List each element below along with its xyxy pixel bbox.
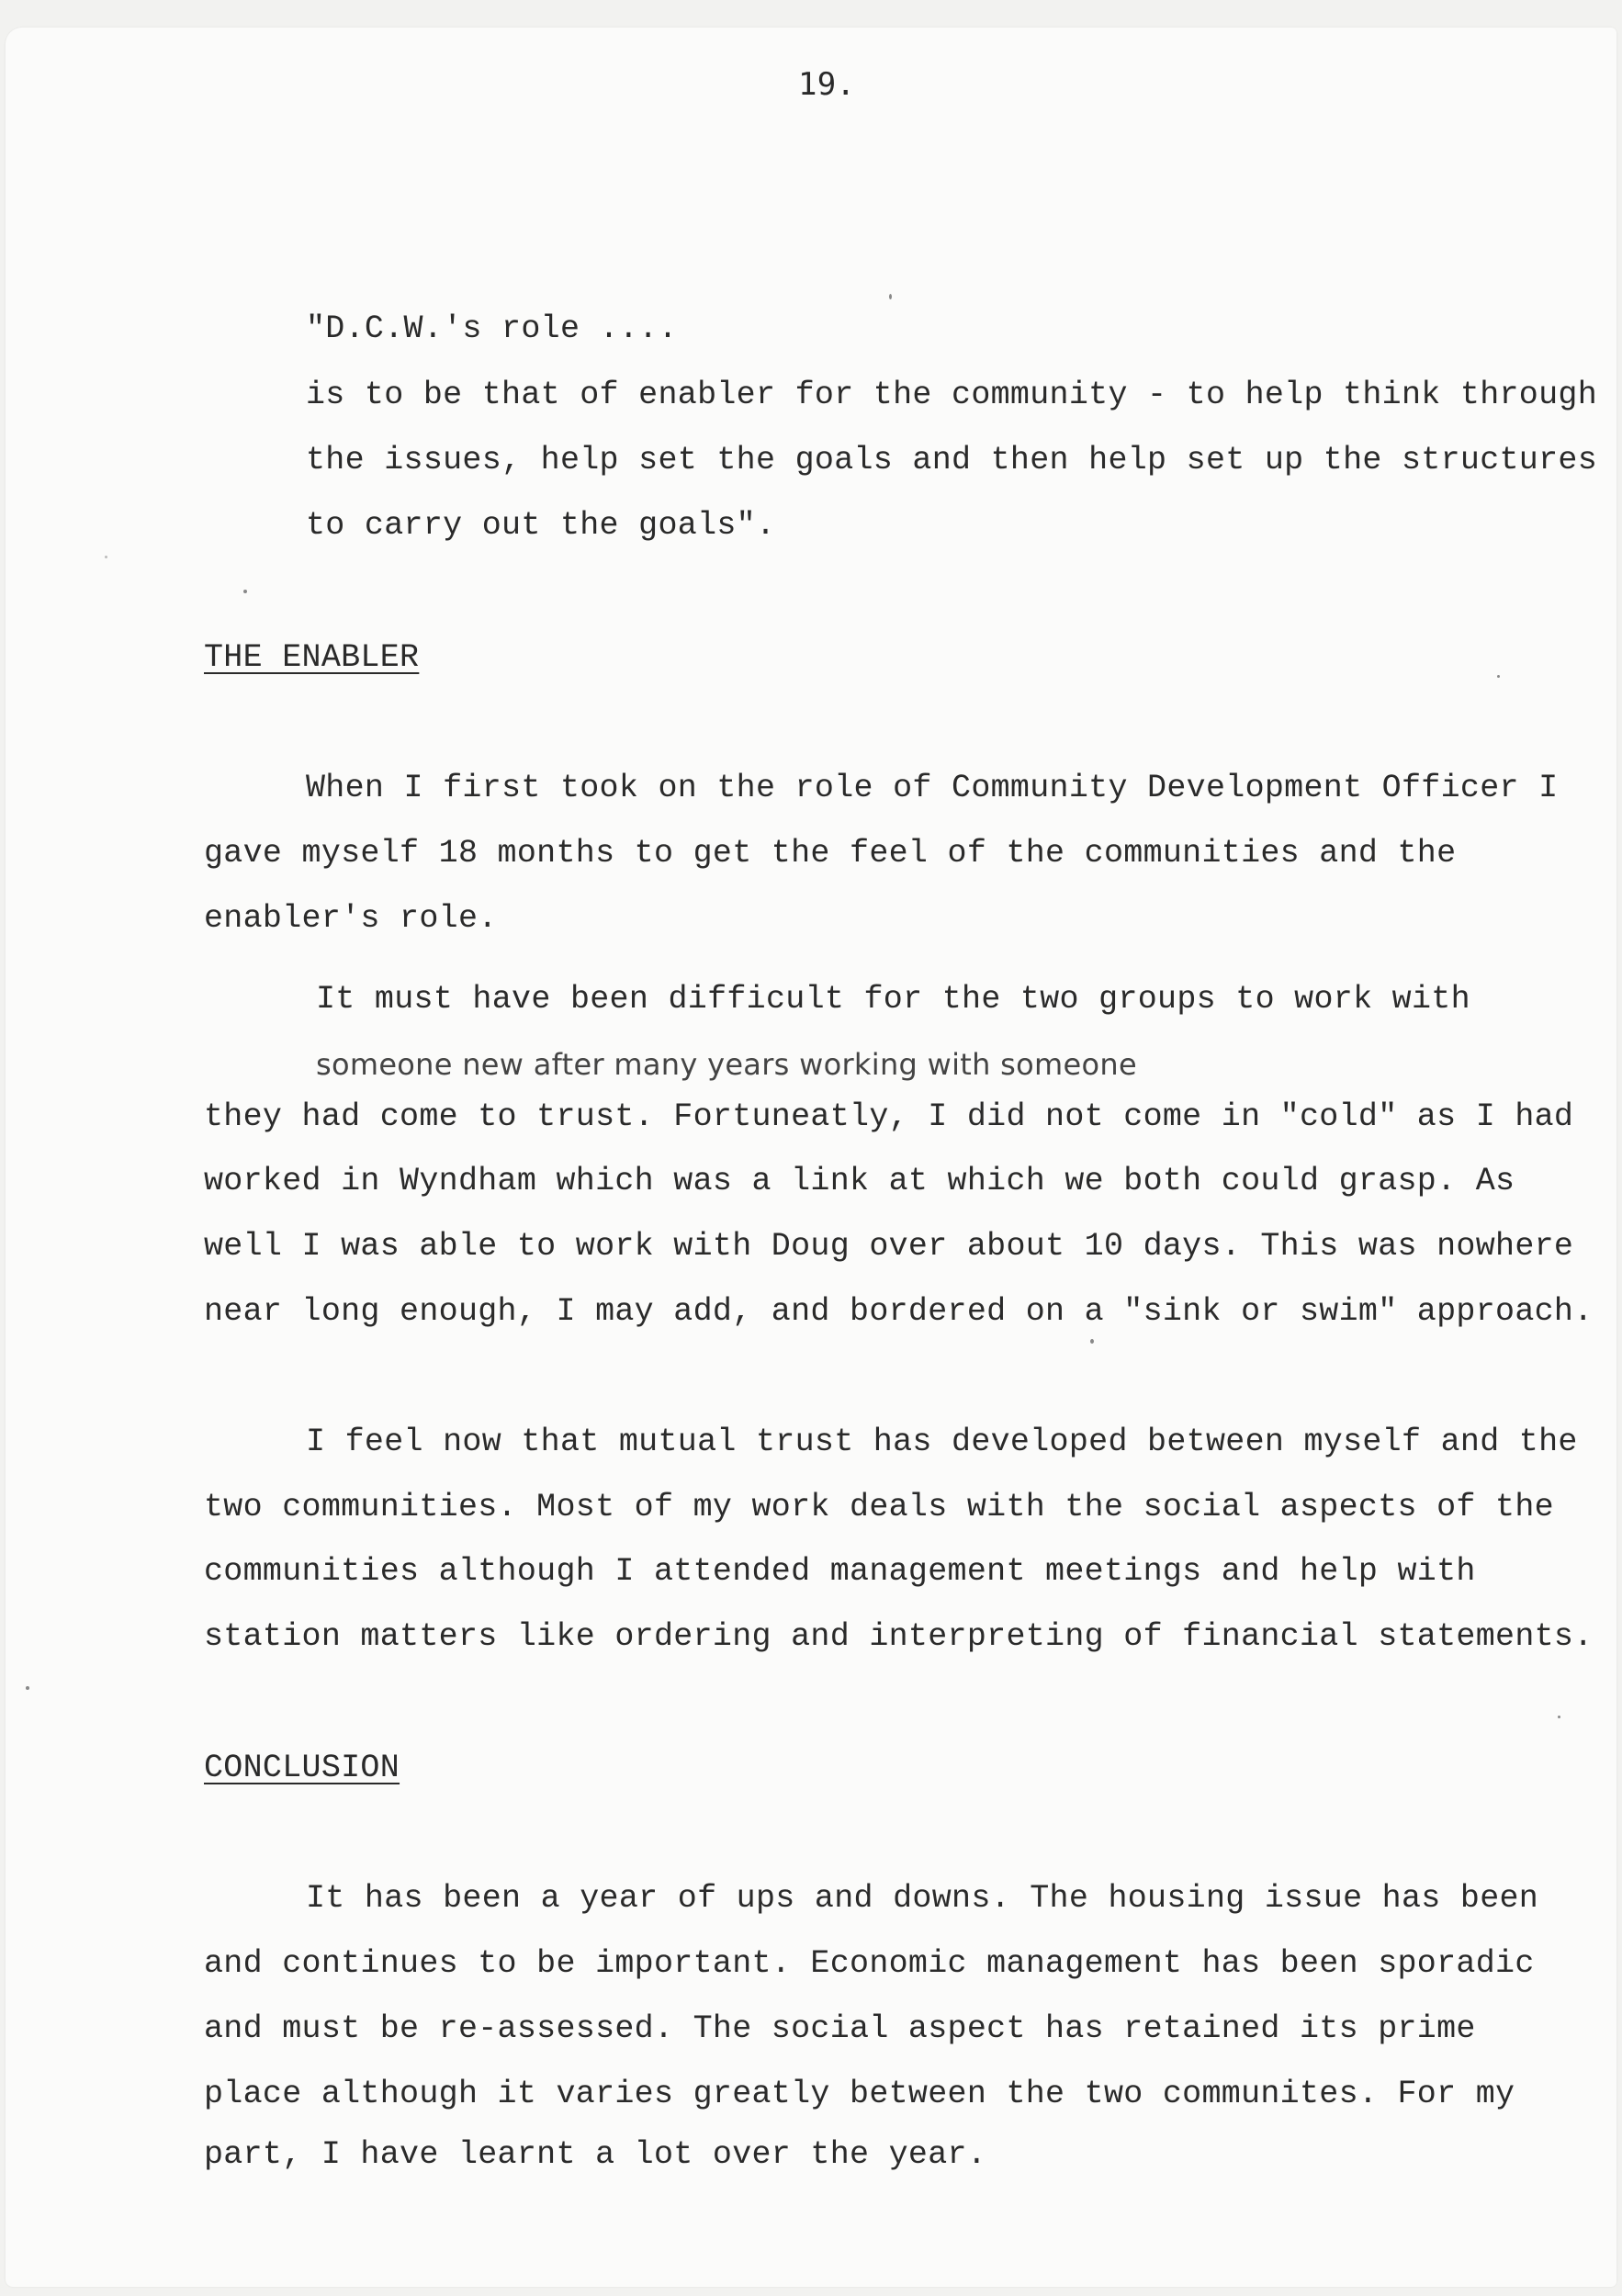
quote-line: "D.C.W.'s role .... xyxy=(306,310,678,347)
paper-speck xyxy=(26,1686,29,1690)
paragraph-line: part, I have learnt a lot over the year. xyxy=(204,2136,987,2173)
document-page xyxy=(6,28,1616,2287)
paragraph-line: station matters like ordering and interpreting of financial statements. xyxy=(204,1618,1594,1655)
quote-line: is to be that of enabler for the community - to help think through xyxy=(306,377,1598,413)
paragraph-line: gave myself 18 months to get the feel of the communities and the xyxy=(204,835,1457,872)
paragraph-line: and must be re-assessed. The social aspect has retained its prime xyxy=(204,2010,1476,2047)
quote-line: the issues, help set the goals and then help set up the structures xyxy=(306,442,1598,478)
paragraph-line: It has been a year of ups and downs. The housing issue has been xyxy=(306,1880,1539,1917)
paper-speck xyxy=(889,294,892,299)
quote-line: to carry out the goals". xyxy=(306,507,776,544)
paragraph-line: I feel now that mutual trust has developed between myself and the xyxy=(306,1424,1578,1460)
paragraph-line: It must have been difficult for the two groups to work with xyxy=(316,981,1470,1018)
paragraph-line: well I was able to work with Doug over about 10 days. This was nowhere xyxy=(204,1228,1574,1265)
paper-speck xyxy=(1090,1339,1094,1344)
paragraph-line: enabler's role. xyxy=(204,900,498,937)
paper-speck xyxy=(105,556,107,558)
paragraph-line: two communities. Most of my work deals with the social aspects of the xyxy=(204,1489,1554,1525)
paper-speck xyxy=(1558,1716,1560,1718)
paragraph-line: worked in Wyndham which was a link at which we both could grasp. As xyxy=(204,1163,1515,1199)
paper-speck xyxy=(243,590,247,593)
paragraph-line: they had come to trust. Fortuneatly, I did not come in "cold" as I had xyxy=(204,1098,1574,1135)
paragraph-line: When I first took on the role of Community Development Officer I xyxy=(306,770,1559,806)
page-number: 19. xyxy=(798,66,856,103)
paragraph-line: near long enough, I may add, and bordered on a "sink or swim" approach. xyxy=(204,1293,1594,1330)
section-heading-conclusion: CONCLUSION xyxy=(204,1750,400,1786)
section-heading-enabler: THE ENABLER xyxy=(204,639,420,676)
paragraph-line: communities although I attended management meetings and help with xyxy=(204,1553,1476,1590)
paragraph-line: and continues to be important. Economic management has been sporadic xyxy=(204,1945,1535,1982)
paper-speck xyxy=(1497,675,1500,678)
paragraph-line: place although it varies greatly between the two communites. For my xyxy=(204,2076,1515,2112)
paragraph-line: someone new after many years working with someone xyxy=(316,1047,1137,1082)
